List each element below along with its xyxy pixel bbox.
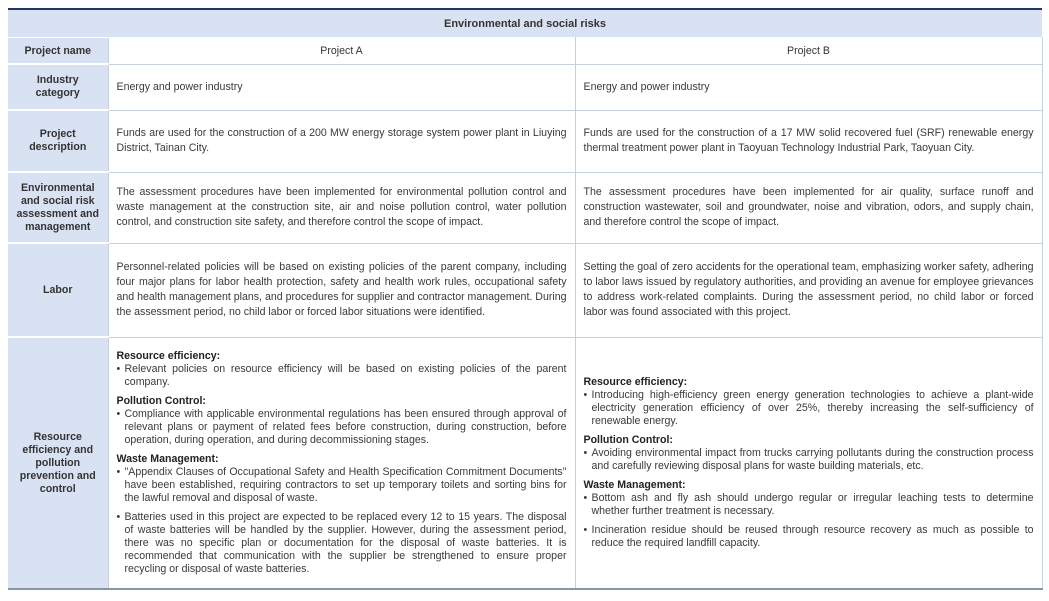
cell-labor-b: Setting the goal of zero accidents for the operational team, emphasizing worker safety, adhering to labor laws issued by regulatory authorities, and providing an avenue for employee grievances to address work-related complaints. During the assessment period, no child labor or forced labor was found associated with this project. xyxy=(575,243,1042,337)
bullet-item: • Relevant policies on resource efficiency will be based on existing policies of the parent company. xyxy=(117,363,567,389)
table-row-industry xyxy=(8,64,1042,110)
cell-env-risk-b: The assessment procedures have been implemented for air quality, surface runoff and construction wastewater, soil and groundwater, noise and vibration, odors, and supply chain, and therefore control the scope of impact. xyxy=(575,172,1042,243)
section-heading: Waste Management: xyxy=(116,452,219,465)
cell-description-a: Funds are used for the construction of a 200 MW energy storage system power plant in Liuying District, Tainan City. xyxy=(108,110,575,172)
table-row-resource xyxy=(8,337,1042,589)
bullet-item: • Compliance with applicable environmental regulations has been ensured through approval of relevant plans or payment of related fees before construction, during construction, before operation, during operation, and during decommissioning stages. xyxy=(117,408,567,447)
section-heading: Pollution Control: xyxy=(116,394,206,407)
environmental-social-risks-table xyxy=(8,8,1043,590)
bullet-item: • Avoiding environmental impact from trucks carrying pollutants during the construction process and carefully reviewing disposal plans for waste building materials, etc. xyxy=(584,447,1034,473)
table-row-env-risk xyxy=(8,172,1042,243)
bullet-item: • Bottom ash and fly ash should undergo regular or irregular leaching tests to determine whether further treatment is necessary. xyxy=(584,492,1034,518)
cell-industry-b: Energy and power industry xyxy=(575,64,1042,110)
table-row-labor xyxy=(8,243,1042,337)
bullet-item: • "Appendix Clauses of Occupational Safety and Health Specification Commitment Documents" have been established, requiring contractors to set up temporary toilets and sorting bins for the lawful removal and disposal of waste. xyxy=(117,466,567,505)
row-label-description: Project description xyxy=(8,110,108,172)
section-heading: Resource efficiency: xyxy=(116,349,221,362)
section-heading: Pollution Control: xyxy=(583,433,673,446)
cell-resource-b xyxy=(575,337,1042,589)
project-name-header: Project name xyxy=(8,38,108,65)
header-row xyxy=(8,38,1042,65)
cell-env-risk-a: The assessment procedures have been implemented for environmental pollution control and waste management at the construction site, air and noise pollution control, water pollution control, and construction site safety, and therefore control the scope of impact. xyxy=(108,172,575,243)
cell-labor-a: Personnel-related policies will be based on existing policies of the parent company, including four major plans for labor health protection, safety and health work rules, occupational safety and health management plans, and procedures for supplier and contractor management. During the assessment period, no child labor or forced labor situations were identified. xyxy=(108,243,575,337)
project-a-header: Project A xyxy=(108,38,575,65)
row-label-labor: Labor xyxy=(8,243,108,337)
row-label-industry: Industry category xyxy=(8,64,108,110)
section-heading: Waste Management: xyxy=(583,478,686,491)
cell-description-b: Funds are used for the construction of a 17 MW solid recovered fuel (SRF) renewable energy thermal treatment power plant in Taoyuan Technology Industrial Park, Taoyuan City. xyxy=(575,110,1042,172)
project-b-header: Project B xyxy=(575,38,1042,65)
section-heading: Resource efficiency: xyxy=(583,375,688,388)
row-label-env-risk: Environmental and social risk assessment and management xyxy=(8,172,108,243)
bullet-item: • Introducing high-efficiency green energy generation technologies to achieve a plant-wide electricity generation efficiency of over 25%, thereby increasing the self-sufficiency of renewable energy. xyxy=(584,389,1034,428)
cell-industry-a: Energy and power industry xyxy=(108,64,575,110)
cell-resource-a xyxy=(108,337,575,589)
bullet-item: • Incineration residue should be reused through resource recovery as much as possible to reduce the required landfill capacity. xyxy=(584,524,1034,550)
table-title: Environmental and social risks xyxy=(8,9,1042,38)
row-label-resource: Resource efficiency and pollution prevention and control xyxy=(8,337,108,589)
table-row-description xyxy=(8,110,1042,172)
bullet-item: • Batteries used in this project are expected to be replaced every 12 to 15 years. The disposal of waste batteries will be handled by the supplier. However, during the assessment period, there was no specific plan or documentation for the disposal of waste batteries. It is recommended that communication with the supplier be strengthened to ensure proper recycling or disposal of waste batteries. xyxy=(117,511,567,576)
risk-table-container xyxy=(8,8,1042,590)
